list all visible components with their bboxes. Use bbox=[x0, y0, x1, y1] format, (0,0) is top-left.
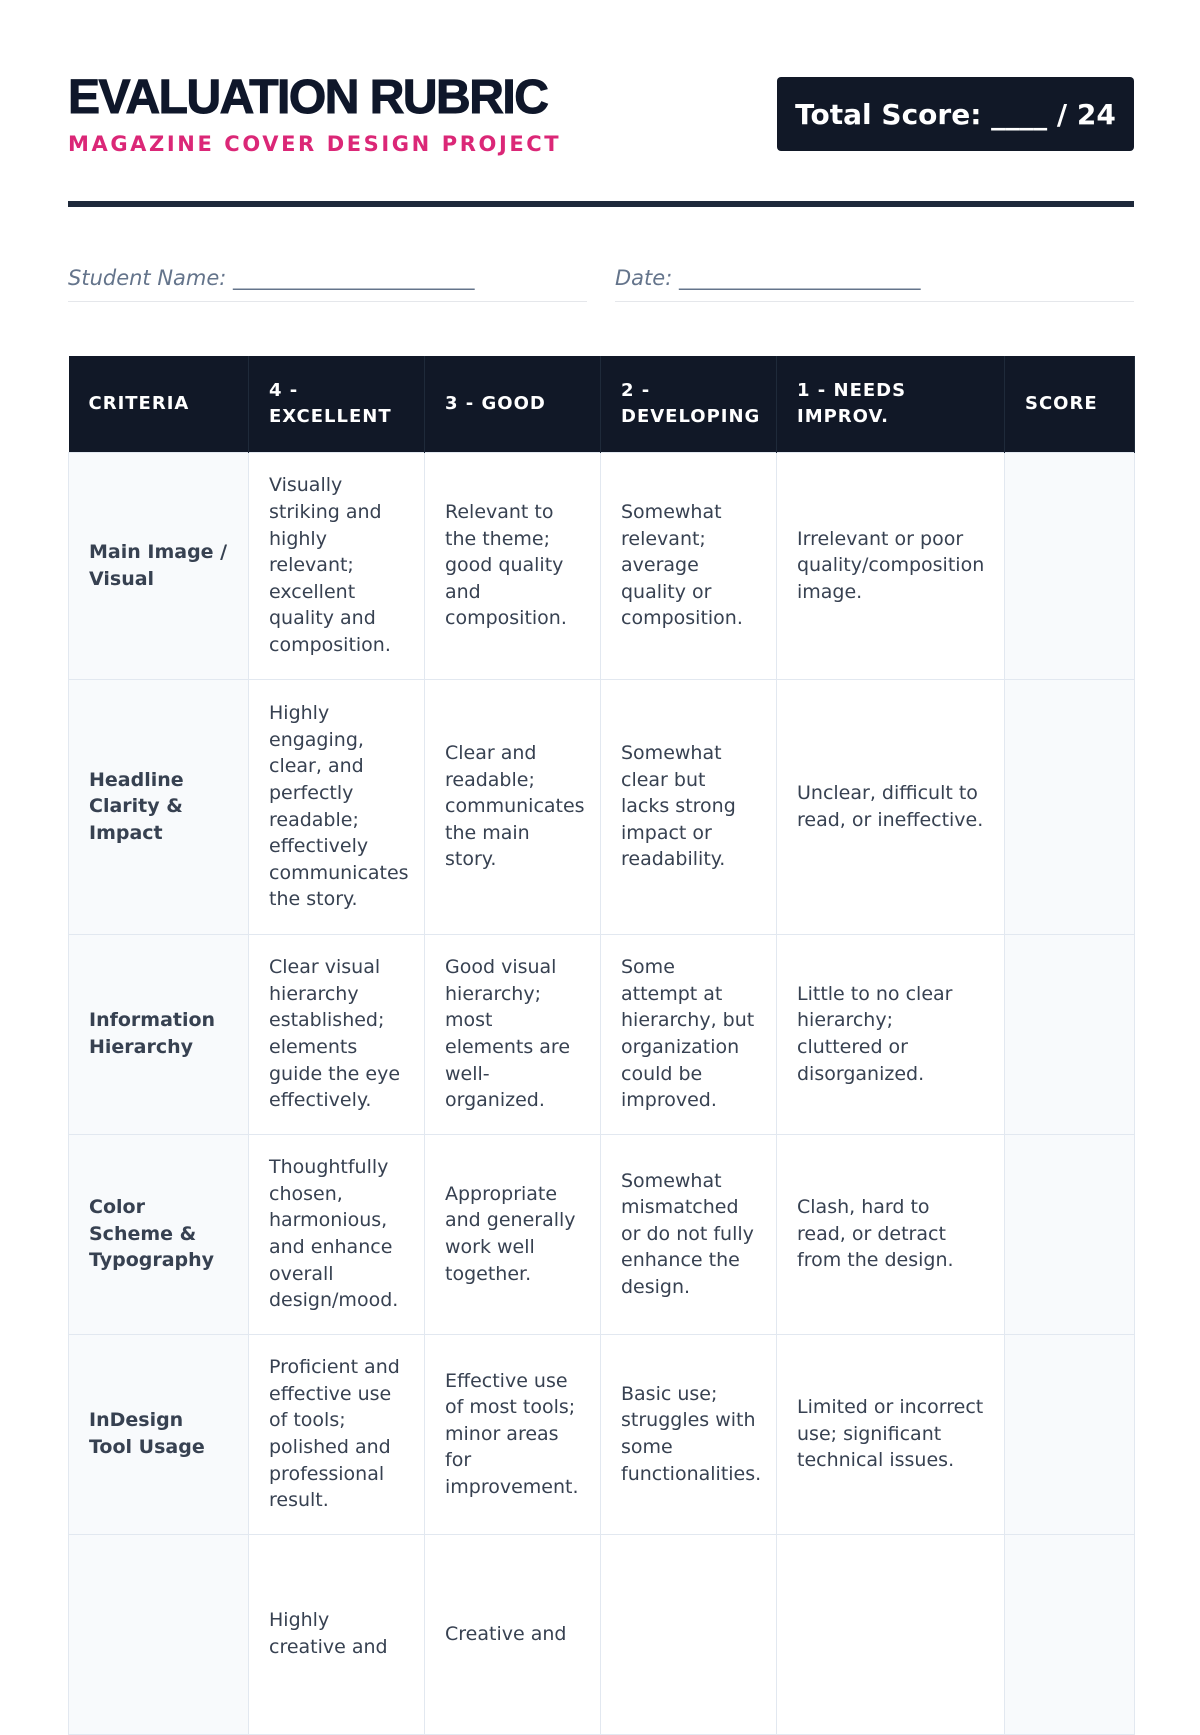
criteria-cell: Headline Clarity & Impact bbox=[69, 679, 249, 934]
needs-improvement-cell: Limited or incorrect use; significant technical issues. bbox=[777, 1334, 1005, 1534]
score-cell[interactable] bbox=[1005, 452, 1135, 679]
score-cell[interactable] bbox=[1005, 1534, 1135, 1734]
header-divider bbox=[68, 201, 1134, 207]
criteria-cell: Main Image / Visual bbox=[69, 452, 249, 679]
column-header-good: 3 - GOOD bbox=[425, 356, 601, 452]
excellent-cell: Thoughtfully chosen, harmonious, and enhance overall design/mood. bbox=[249, 1134, 425, 1334]
column-header-developing: 2 - DEVELOPING bbox=[601, 356, 777, 452]
column-header-score: SCORE bbox=[1005, 356, 1135, 452]
developing-cell bbox=[601, 1534, 777, 1734]
score-cell[interactable] bbox=[1005, 1134, 1135, 1334]
good-cell: Relevant to the theme; good quality and composition. bbox=[425, 452, 601, 679]
table-row bbox=[69, 934, 1135, 1134]
developing-cell: Somewhat clear but lacks strong impact or readability. bbox=[601, 679, 777, 934]
developing-cell: Basic use; struggles with some functionalities. bbox=[601, 1334, 777, 1534]
needs-improvement-cell: Clash, hard to read, or detract from the design. bbox=[777, 1134, 1005, 1334]
good-cell: Clear and readable; communicates the main story. bbox=[425, 679, 601, 934]
excellent-cell: Clear visual hierarchy established; elements guide the eye effectively. bbox=[249, 934, 425, 1134]
good-cell: Creative and bbox=[425, 1534, 601, 1734]
table-row bbox=[69, 1134, 1135, 1334]
score-cell[interactable] bbox=[1005, 1334, 1135, 1534]
needs-improvement-cell: Irrelevant or poor quality/composition image. bbox=[777, 452, 1005, 679]
score-cell[interactable] bbox=[1005, 679, 1135, 934]
good-cell: Effective use of most tools; minor areas for improvement. bbox=[425, 1334, 601, 1534]
excellent-cell: Highly creative and bbox=[249, 1534, 425, 1734]
good-cell: Good visual hierarchy; most elements are well-organized. bbox=[425, 934, 601, 1134]
criteria-cell bbox=[69, 1534, 249, 1734]
date-field[interactable]: Date: _______________________ bbox=[615, 260, 1134, 302]
total-score-box: Total Score: ____ / 24 bbox=[777, 77, 1134, 151]
excellent-cell: Highly engaging, clear, and perfectly readable; effectively communicates the story. bbox=[249, 679, 425, 934]
table-header-row bbox=[69, 356, 1135, 452]
table-row bbox=[69, 452, 1135, 679]
criteria-cell: InDesign Tool Usage bbox=[69, 1334, 249, 1534]
score-cell[interactable] bbox=[1005, 934, 1135, 1134]
table-row bbox=[69, 1534, 1135, 1734]
page-subtitle: MAGAZINE COVER DESIGN PROJECT bbox=[68, 132, 562, 156]
developing-cell: Somewhat mismatched or do not fully enhance the design. bbox=[601, 1134, 777, 1334]
table-row bbox=[69, 679, 1135, 934]
column-header-criteria: CRITERIA bbox=[69, 356, 249, 452]
needs-improvement-cell: Unclear, difficult to read, or ineffective. bbox=[777, 679, 1005, 934]
rubric-table bbox=[68, 356, 1135, 1735]
header bbox=[68, 71, 1134, 156]
developing-cell: Some attempt at hierarchy, but organization could be improved. bbox=[601, 934, 777, 1134]
column-header-excellent: 4 - EXCELLENT bbox=[249, 356, 425, 452]
student-name-field[interactable]: Student Name: _______________________ bbox=[68, 260, 587, 302]
good-cell: Appropriate and generally work well together. bbox=[425, 1134, 601, 1334]
column-header-needs-improvement: 1 - NEEDS IMPROV. bbox=[777, 356, 1005, 452]
needs-improvement-cell: Little to no clear hierarchy; cluttered or disorganized. bbox=[777, 934, 1005, 1134]
criteria-cell: Information Hierarchy bbox=[69, 934, 249, 1134]
developing-cell: Somewhat relevant; average quality or composition. bbox=[601, 452, 777, 679]
table-row bbox=[69, 1334, 1135, 1534]
excellent-cell: Proficient and effective use of tools; polished and professional result. bbox=[249, 1334, 425, 1534]
criteria-cell: Color Scheme & Typography bbox=[69, 1134, 249, 1334]
needs-improvement-cell bbox=[777, 1534, 1005, 1734]
page-title: EVALUATION RUBRIC bbox=[68, 71, 548, 124]
excellent-cell: Visually striking and highly relevant; excellent quality and composition. bbox=[249, 452, 425, 679]
